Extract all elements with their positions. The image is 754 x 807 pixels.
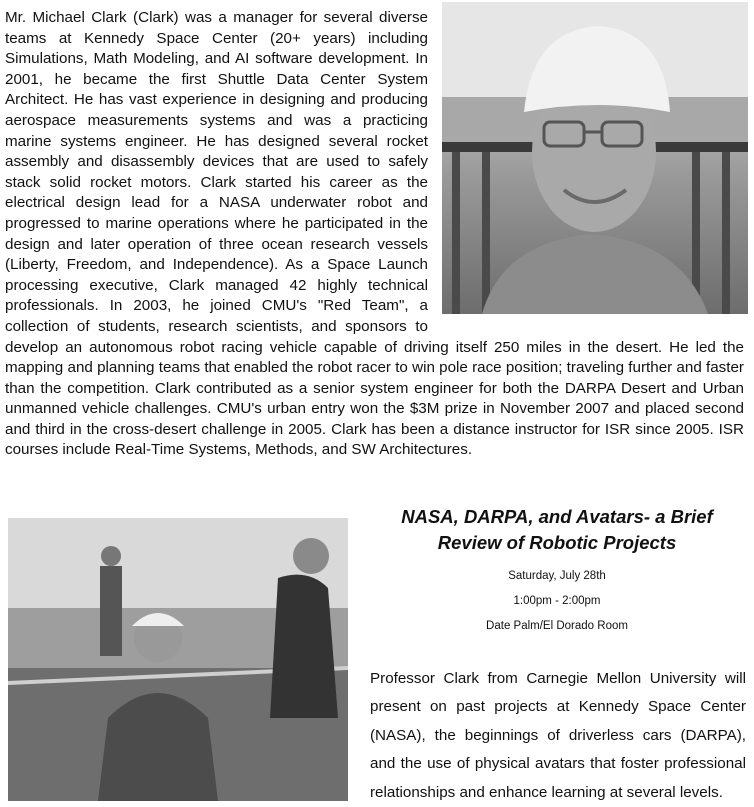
talk-date: Saturday, July 28th: [508, 570, 606, 582]
speaker-portrait-photo: [442, 2, 748, 314]
bio-text: Mr. Michael Clark (Clark) was a manager for several diverse teams at Kennedy Space Center (20+ years) including Simulations, Math Modeling, and AI software development. In 2001, he became the first Shuttle Data Center System Architect. He has vast experience in designing and producing aerospace measurements systems and was a practicing marine systems engineer. He has designed several rocket assembly and disassembly devices that are used to safely stack solid rocket motors. Clark started his career as the electrical design lead for a NASA underwater robot and progressed to marine operations where he participated in the design and later operation of three ocean research vessels (Liberty, Freedom, and Independence). As a Space Launch processing executive, Clark managed 42 highly technical professionals. In 2003, he joined CMU's "Red Team", a collection of students, research scientists, and sponsors to develop an autonomous robot racing vehicle capable of driving itself 250 miles in the desert. He led the mapping and planning teams that enabled the robot racer to win pole race position; traveling further and faster than the competition. Clark contributed as a senior system engineer for both the DARPA Desert and Urban unmanned vehicle challenges. CMU's urban entry won the $3M prize in November 2007 and placed second and third in the cross-desert challenge in 2005. Clark has been a distance instructor for ISR since 2005. ISR courses include Real-Time Systems, Methods, and SW Architectures.: [5, 9, 744, 459]
talk-time: 1:00pm - 2:00pm: [513, 595, 601, 607]
speaker-bio: [5, 8, 744, 461]
boat-deck-photo: [8, 518, 348, 801]
talk-description: Professor Clark from Carnegie Mellon University will present on past projects at Kennedy Space Center (NASA), the beginnings of driverless cars (DARPA), and the use of physical avatars that foster professional relationships and enhance learning at several levels.: [370, 670, 746, 801]
talk-location: Date Palm/El Dorado Room: [486, 620, 628, 632]
boat-scene-illustration: [8, 518, 348, 801]
talk-announcement: [368, 504, 746, 807]
portrait-illustration: [442, 2, 748, 314]
talk-title: NASA, DARPA, and Avatars- a Brief Review of Robotic Projects: [401, 506, 713, 553]
